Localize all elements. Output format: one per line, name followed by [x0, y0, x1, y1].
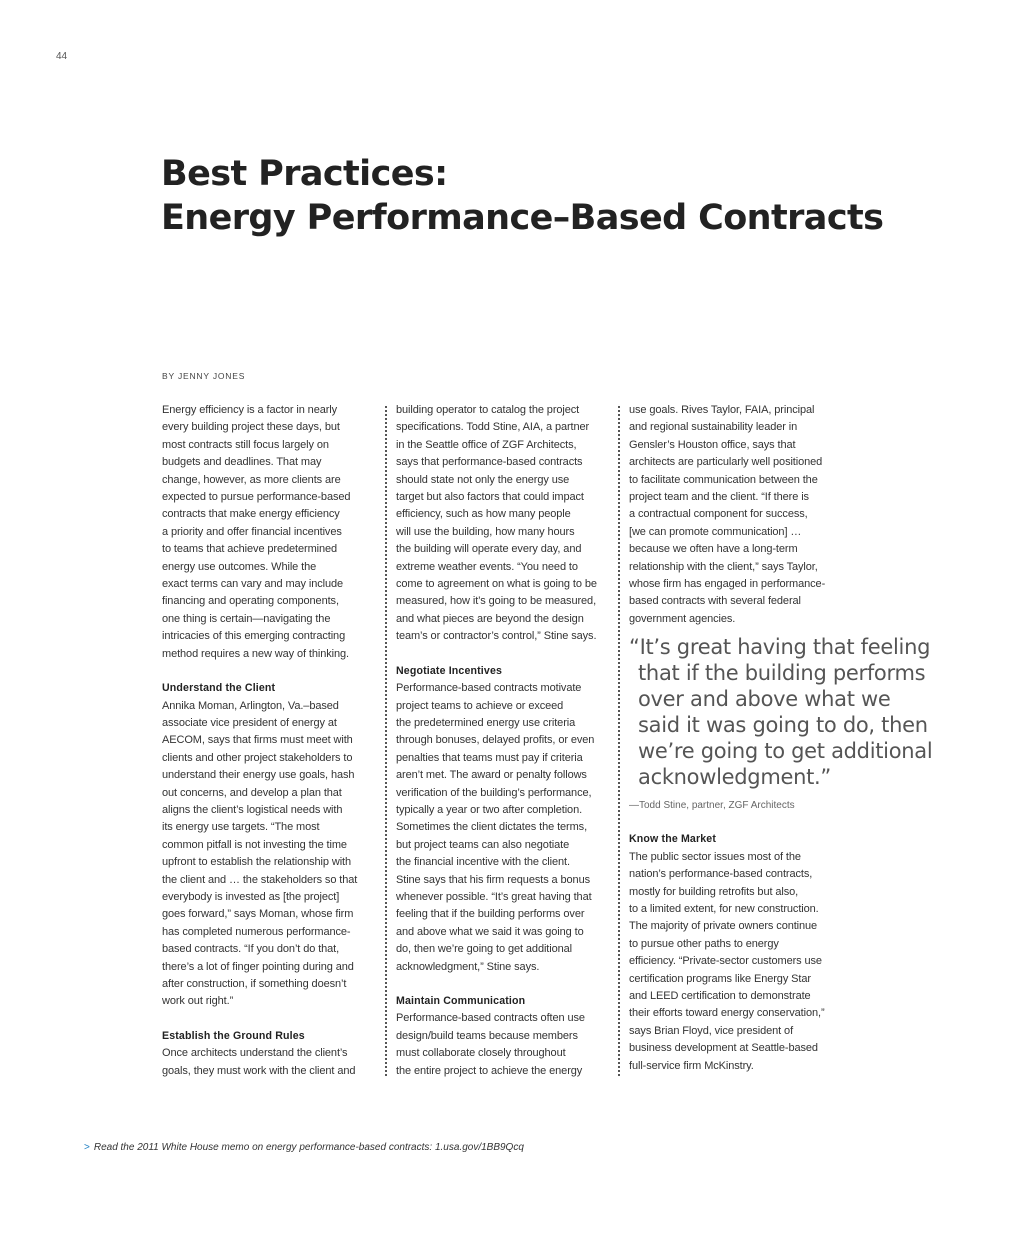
- pull-quote: [629, 634, 933, 790]
- text-line: to facilitate communication between the: [629, 473, 818, 486]
- text-column-3: [629, 402, 933, 1075]
- text-line: project teams to achieve or exceed: [396, 699, 564, 712]
- text-line: specifications. Todd Stine, AIA, a partner: [396, 421, 590, 434]
- article-title-line: Energy Performance–Based Contracts: [161, 198, 884, 238]
- text-line: the predetermined energy use criteria: [396, 716, 576, 729]
- text-line: team’s or contractor’s control,” Stine says.: [396, 630, 597, 643]
- text-line: Annika Moman, Arlington, Va.–based: [162, 699, 339, 712]
- byline: BY JENNY JONES: [162, 371, 246, 381]
- text-line: Sometimes the client dictates the terms,: [396, 821, 588, 834]
- text-line: Once architects understand the client’s: [162, 1047, 348, 1060]
- text-line: building operator to catalog the project: [396, 404, 580, 416]
- column-divider: [618, 406, 620, 1076]
- text-line: said it was going to do, then: [638, 713, 928, 738]
- text-line: should state not only the energy use: [396, 473, 570, 486]
- text-line: measured, how it’s going to be measured,: [396, 595, 597, 608]
- text-line: design/build teams because members: [396, 1029, 578, 1042]
- section-paragraph-maintain-communication: [396, 1010, 614, 1080]
- text-line: efficiency, such as how many people: [396, 508, 571, 521]
- continued-paragraph: [396, 402, 614, 646]
- text-line: do, then we’re going to get additional: [396, 943, 572, 956]
- section-paragraph-know-market: [629, 849, 921, 1075]
- text-line: aren’t met. The award or penalty follows: [396, 769, 587, 782]
- article-title-line: Best Practices:: [161, 154, 448, 194]
- intro-paragraph: [162, 402, 378, 663]
- text-line: goals, they must work with the client and: [162, 1064, 356, 1077]
- text-line: the client and … the stakeholders so that: [162, 873, 358, 886]
- text-line: relationship with the client,” says Taylor,: [629, 560, 818, 573]
- text-column-2: [396, 402, 614, 1080]
- footer-marker: >: [84, 1142, 90, 1153]
- text-line: intricacies of this emerging contracting: [162, 630, 346, 643]
- text-line: we’re going to get additional: [638, 739, 933, 764]
- text-line: nation’s performance-based contracts,: [629, 868, 813, 881]
- text-line: common pitfall is not investing the time: [162, 838, 347, 851]
- section-heading-know-market: Know the Market: [629, 833, 717, 846]
- text-line: change, however, as more clients are: [162, 473, 341, 486]
- footer-note-text[interactable]: Read the 2011 White House memo on energy performance-based contracts: 1.usa.gov/1BB9Qcq: [93, 1142, 524, 1153]
- text-line: government agencies.: [629, 612, 736, 625]
- text-line: to pursue other paths to energy: [629, 937, 779, 950]
- text-line: Performance-based contracts motivate: [396, 682, 582, 695]
- text-line: financing and operating components,: [162, 595, 339, 608]
- text-line: says that performance-based contracts: [396, 456, 583, 469]
- text-line: target but also factors that could impact: [396, 491, 584, 504]
- text-line: extreme weather events. “You need to: [396, 560, 578, 573]
- text-line: come to agreement on what is going to be: [396, 578, 597, 591]
- text-line: to teams that achieve predetermined: [162, 543, 338, 556]
- text-line: AECOM, says that firms must meet with: [162, 734, 353, 747]
- text-line: has completed numerous performance-: [162, 925, 351, 938]
- text-line: The public sector issues most of the: [629, 850, 801, 863]
- page-number: 44: [56, 51, 68, 62]
- text-line: mostly for building retrofits but also,: [629, 885, 799, 898]
- text-line: architects are particularly well positioned: [629, 456, 823, 469]
- pull-quote-attribution: —Todd Stine, partner, ZGF Architects: [629, 800, 795, 812]
- text-line: to a limited extent, for new construction.: [629, 902, 819, 915]
- text-line: most contracts still focus largely on: [162, 438, 329, 451]
- text-line: The majority of private owners continue: [629, 920, 818, 933]
- text-line: exact terms can vary and may include: [162, 578, 344, 591]
- text-line: and what pieces are beyond the design: [396, 612, 584, 625]
- section-paragraph-negotiate-incentives: [396, 680, 614, 976]
- text-line: Gensler’s Houston office, says that: [629, 438, 796, 451]
- text-line: penalties that teams must pay if criteria: [396, 751, 583, 764]
- section-heading-understand-client: Understand the Client: [162, 682, 276, 695]
- section-heading-ground-rules: Establish the Ground Rules: [162, 1029, 305, 1042]
- text-line: associate vice president of energy at: [162, 716, 337, 729]
- text-line: based contracts with several federal: [629, 595, 801, 608]
- text-line: [we can promote communication] …: [629, 525, 802, 538]
- text-line: its energy use targets. “The most: [162, 821, 320, 834]
- column-divider: [385, 406, 387, 1076]
- text-line: must collaborate closely throughout: [396, 1047, 566, 1060]
- text-line: typically a year or two after completion.: [396, 803, 583, 816]
- text-line: there’s a lot of finger pointing during and: [162, 960, 354, 973]
- text-line: “It’s great having that feeling: [629, 635, 931, 660]
- text-line: efficiency. “Private-sector customers use: [629, 955, 822, 968]
- text-line: project team and the client. “If there is: [629, 491, 809, 504]
- text-line: Energy efficiency is a factor in nearly: [162, 404, 338, 416]
- text-line: after construction, if something doesn’t: [162, 978, 347, 990]
- continued-paragraph: [629, 402, 921, 628]
- section-paragraph-ground-rules: [162, 1045, 378, 1080]
- text-line: the financial incentive with the client.: [396, 856, 570, 869]
- text-line: expected to pursue performance-based: [162, 491, 351, 504]
- text-line: a contractual component for success,: [629, 508, 808, 521]
- text-line: over and above what we: [638, 687, 891, 712]
- text-line: and LEED certification to demonstrate: [629, 989, 811, 1002]
- text-line: a priority and offer financial incentives: [162, 525, 342, 538]
- text-line: based contracts. “If you don’t do that,: [162, 943, 340, 956]
- text-line: because we often have a long-term: [629, 543, 798, 556]
- text-line: full-service firm McKinstry.: [629, 1059, 754, 1072]
- text-line: verification of the building’s performance,: [396, 786, 592, 799]
- text-line: contracts that make energy efficiency: [162, 508, 340, 521]
- text-line: one thing is certain—navigating the: [162, 612, 331, 625]
- text-line: clients and other project stakeholders to: [162, 751, 353, 764]
- text-line: use goals. Rives Taylor, FAIA, principal: [629, 404, 815, 416]
- text-line: method requires a new way of thinking.: [162, 647, 349, 660]
- text-line: business development at Seattle-based: [629, 1042, 818, 1055]
- text-line: and above what we said it was going to: [396, 925, 584, 938]
- text-line: work out right.”: [162, 995, 234, 1008]
- section-heading-negotiate-incentives: Negotiate Incentives: [396, 664, 503, 677]
- text-line: the entire project to achieve the energy: [396, 1064, 583, 1077]
- text-line: acknowledgment.”: [638, 765, 831, 790]
- text-line: says Brian Floyd, vice president of: [629, 1024, 794, 1037]
- text-line: out concerns, and develop a plan that: [162, 786, 342, 799]
- text-line: every building project these days, but: [162, 421, 340, 434]
- text-line: in the Seattle office of ZGF Architects,: [396, 438, 577, 451]
- section-heading-maintain-communication: Maintain Communication: [396, 995, 526, 1007]
- text-line: everybody is invested as [the project]: [162, 890, 340, 903]
- article-title: [161, 152, 961, 240]
- text-line: understand their energy use goals, hash: [162, 769, 355, 782]
- text-line: budgets and deadlines. That may: [162, 456, 322, 469]
- text-line: aligns the client’s logistical needs with: [162, 803, 343, 816]
- text-line: Stine says that his firm requests a bonus: [396, 873, 590, 886]
- text-line: acknowledgment,” Stine says.: [396, 960, 540, 973]
- text-line: certification programs like Energy Star: [629, 972, 811, 985]
- text-line: through bonuses, delayed profits, or even: [396, 734, 595, 747]
- footer-note: [84, 1142, 524, 1153]
- section-paragraph-understand-client: [162, 698, 378, 1011]
- text-line: goes forward,” says Moman, whose firm: [162, 908, 354, 921]
- text-line: Performance-based contracts often use: [396, 1012, 585, 1025]
- text-line: and regional sustainability leader in: [629, 421, 798, 434]
- text-line: their efforts toward energy conservation,”: [629, 1007, 825, 1020]
- text-line: will use the building, how many hours: [396, 525, 575, 538]
- text-line: but project teams can also negotiate: [396, 838, 570, 851]
- text-line: the building will operate every day, and: [396, 543, 582, 556]
- text-line: that if the building performs: [638, 661, 926, 686]
- text-column-1: [162, 402, 378, 1080]
- text-line: whose firm has engaged in performance-: [629, 578, 826, 591]
- text-line: feeling that if the building performs over: [396, 908, 585, 921]
- text-line: upfront to establish the relationship with: [162, 856, 352, 869]
- text-line: whenever possible. “It’s great having that: [396, 890, 592, 903]
- text-line: energy use outcomes. While the: [162, 560, 317, 573]
